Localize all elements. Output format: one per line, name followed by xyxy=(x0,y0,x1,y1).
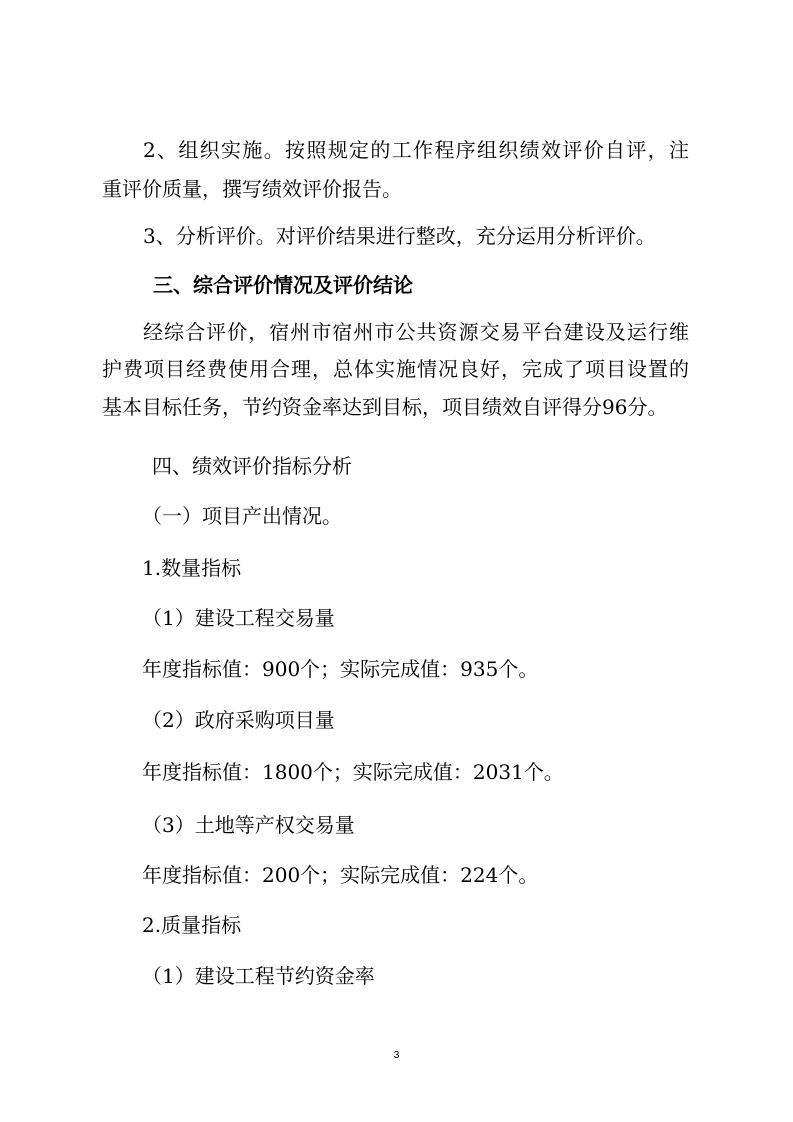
paragraph-line: 2、组织实施。按照规定的工作程序组织绩效评价自评，注 xyxy=(143,138,689,162)
paragraph-line: 经综合评价，宿州市宿州市公共资源交易平台建设及运行维 xyxy=(143,320,689,344)
paragraph-line: 3、分析评价。对评价结果进行整改，充分运用分析评价。 xyxy=(143,224,656,248)
subsection-heading: （一）项目产出情况。 xyxy=(142,504,342,528)
list-item: （1）建设工程节约资金率 xyxy=(142,964,375,988)
section-heading: 四、绩效评价指标分析 xyxy=(152,454,352,478)
list-item: （3）土地等产权交易量 xyxy=(142,813,355,837)
list-heading: 2.质量指标 xyxy=(142,913,242,937)
paragraph-line: 护费项目经费使用合理，总体实施情况良好，完成了项目设置的 xyxy=(102,357,689,381)
indicator-value: 年度指标值：1800个；实际完成值：2031个。 xyxy=(142,760,564,784)
paragraph-line: 重评价质量，撰写绩效评价报告。 xyxy=(102,177,402,201)
page-number: 3 xyxy=(393,1050,400,1061)
list-heading: 1.数量指标 xyxy=(142,556,242,580)
list-item: （2）政府采购项目量 xyxy=(142,708,335,732)
list-item: （1）建设工程交易量 xyxy=(142,606,335,630)
paragraph-line: 基本目标任务，节约资金率达到目标，项目绩效自评得分96分。 xyxy=(102,395,668,419)
indicator-value: 年度指标值：900个；实际完成值：935个。 xyxy=(142,657,539,681)
indicator-value: 年度指标值：200个；实际完成值：224个。 xyxy=(142,863,539,887)
section-heading: 三、综合评价情况及评价结论 xyxy=(153,273,413,297)
